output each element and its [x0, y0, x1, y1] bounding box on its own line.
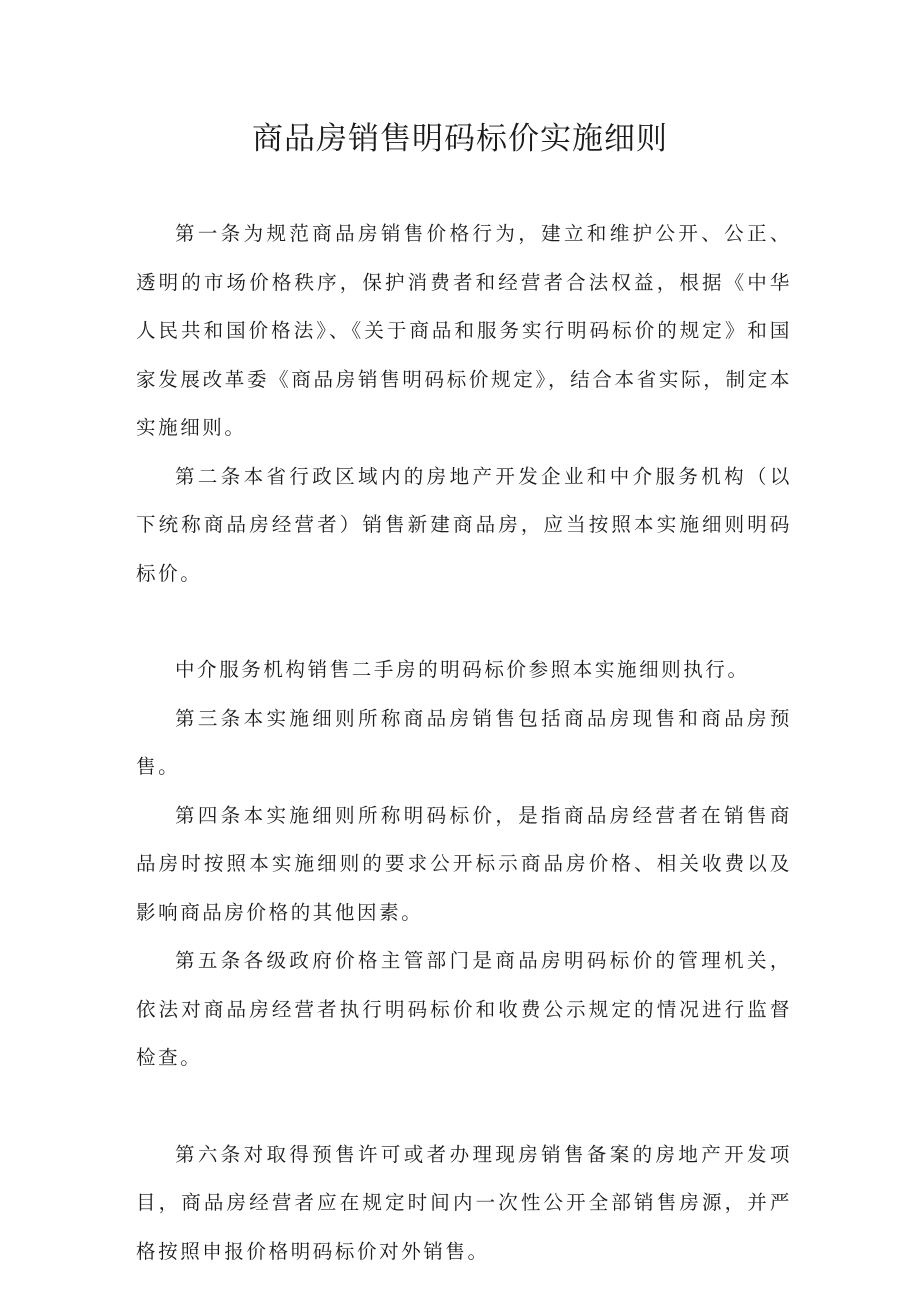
- document-body: [136, 210, 792, 1276]
- article-4-paragraph: 第四条本实施细则所称明码标价，是指商品房经营者在销售商品房时按照本实施细则的要求公开标示商品房价格、相关收费以及影响商品房价格的其他因素。: [136, 803, 792, 924]
- paragraph-spacer: [136, 598, 792, 646]
- article-6-paragraph: 第六条对取得预售许可或者办理现房销售备案的房地产开发项目，商品房经营者应在规定时间内一次性公开全部销售房源，并严格按照申报价格明码标价对外销售。: [136, 1142, 792, 1263]
- article-2-paragraph: 第二条本省行政区域内的房地产开发企业和中介服务机构（以下统称商品房经营者）销售新建商品房，应当按照本实施细则明码标价。: [136, 464, 792, 585]
- paragraph-spacer: [136, 1083, 792, 1131]
- article-1-paragraph: 第一条为规范商品房销售价格行为，建立和维护公开、公正、透明的市场价格秩序，保护消费者和经营者合法权益，根据《中华人民共和国价格法》、《关于商品和服务实行明码标价的规定》和国家发展改革委《商品房销售明码标价规定》，结合本省实际，制定本实施细则。: [136, 222, 792, 439]
- document-title: 商品房销售明码标价实施细则: [252, 121, 668, 157]
- article-3-paragraph: 第三条本实施细则所称商品房销售包括商品房现售和商品房预售。: [136, 706, 792, 778]
- article-5-paragraph: 第五条各级政府价格主管部门是商品房明码标价的管理机关，依法对商品房经营者执行明码标价和收费公示规定的情况进行监督检查。: [136, 949, 792, 1069]
- article-2-supplement-paragraph: 中介服务机构销售二手房的明码标价参照本实施细则执行。: [175, 658, 750, 681]
